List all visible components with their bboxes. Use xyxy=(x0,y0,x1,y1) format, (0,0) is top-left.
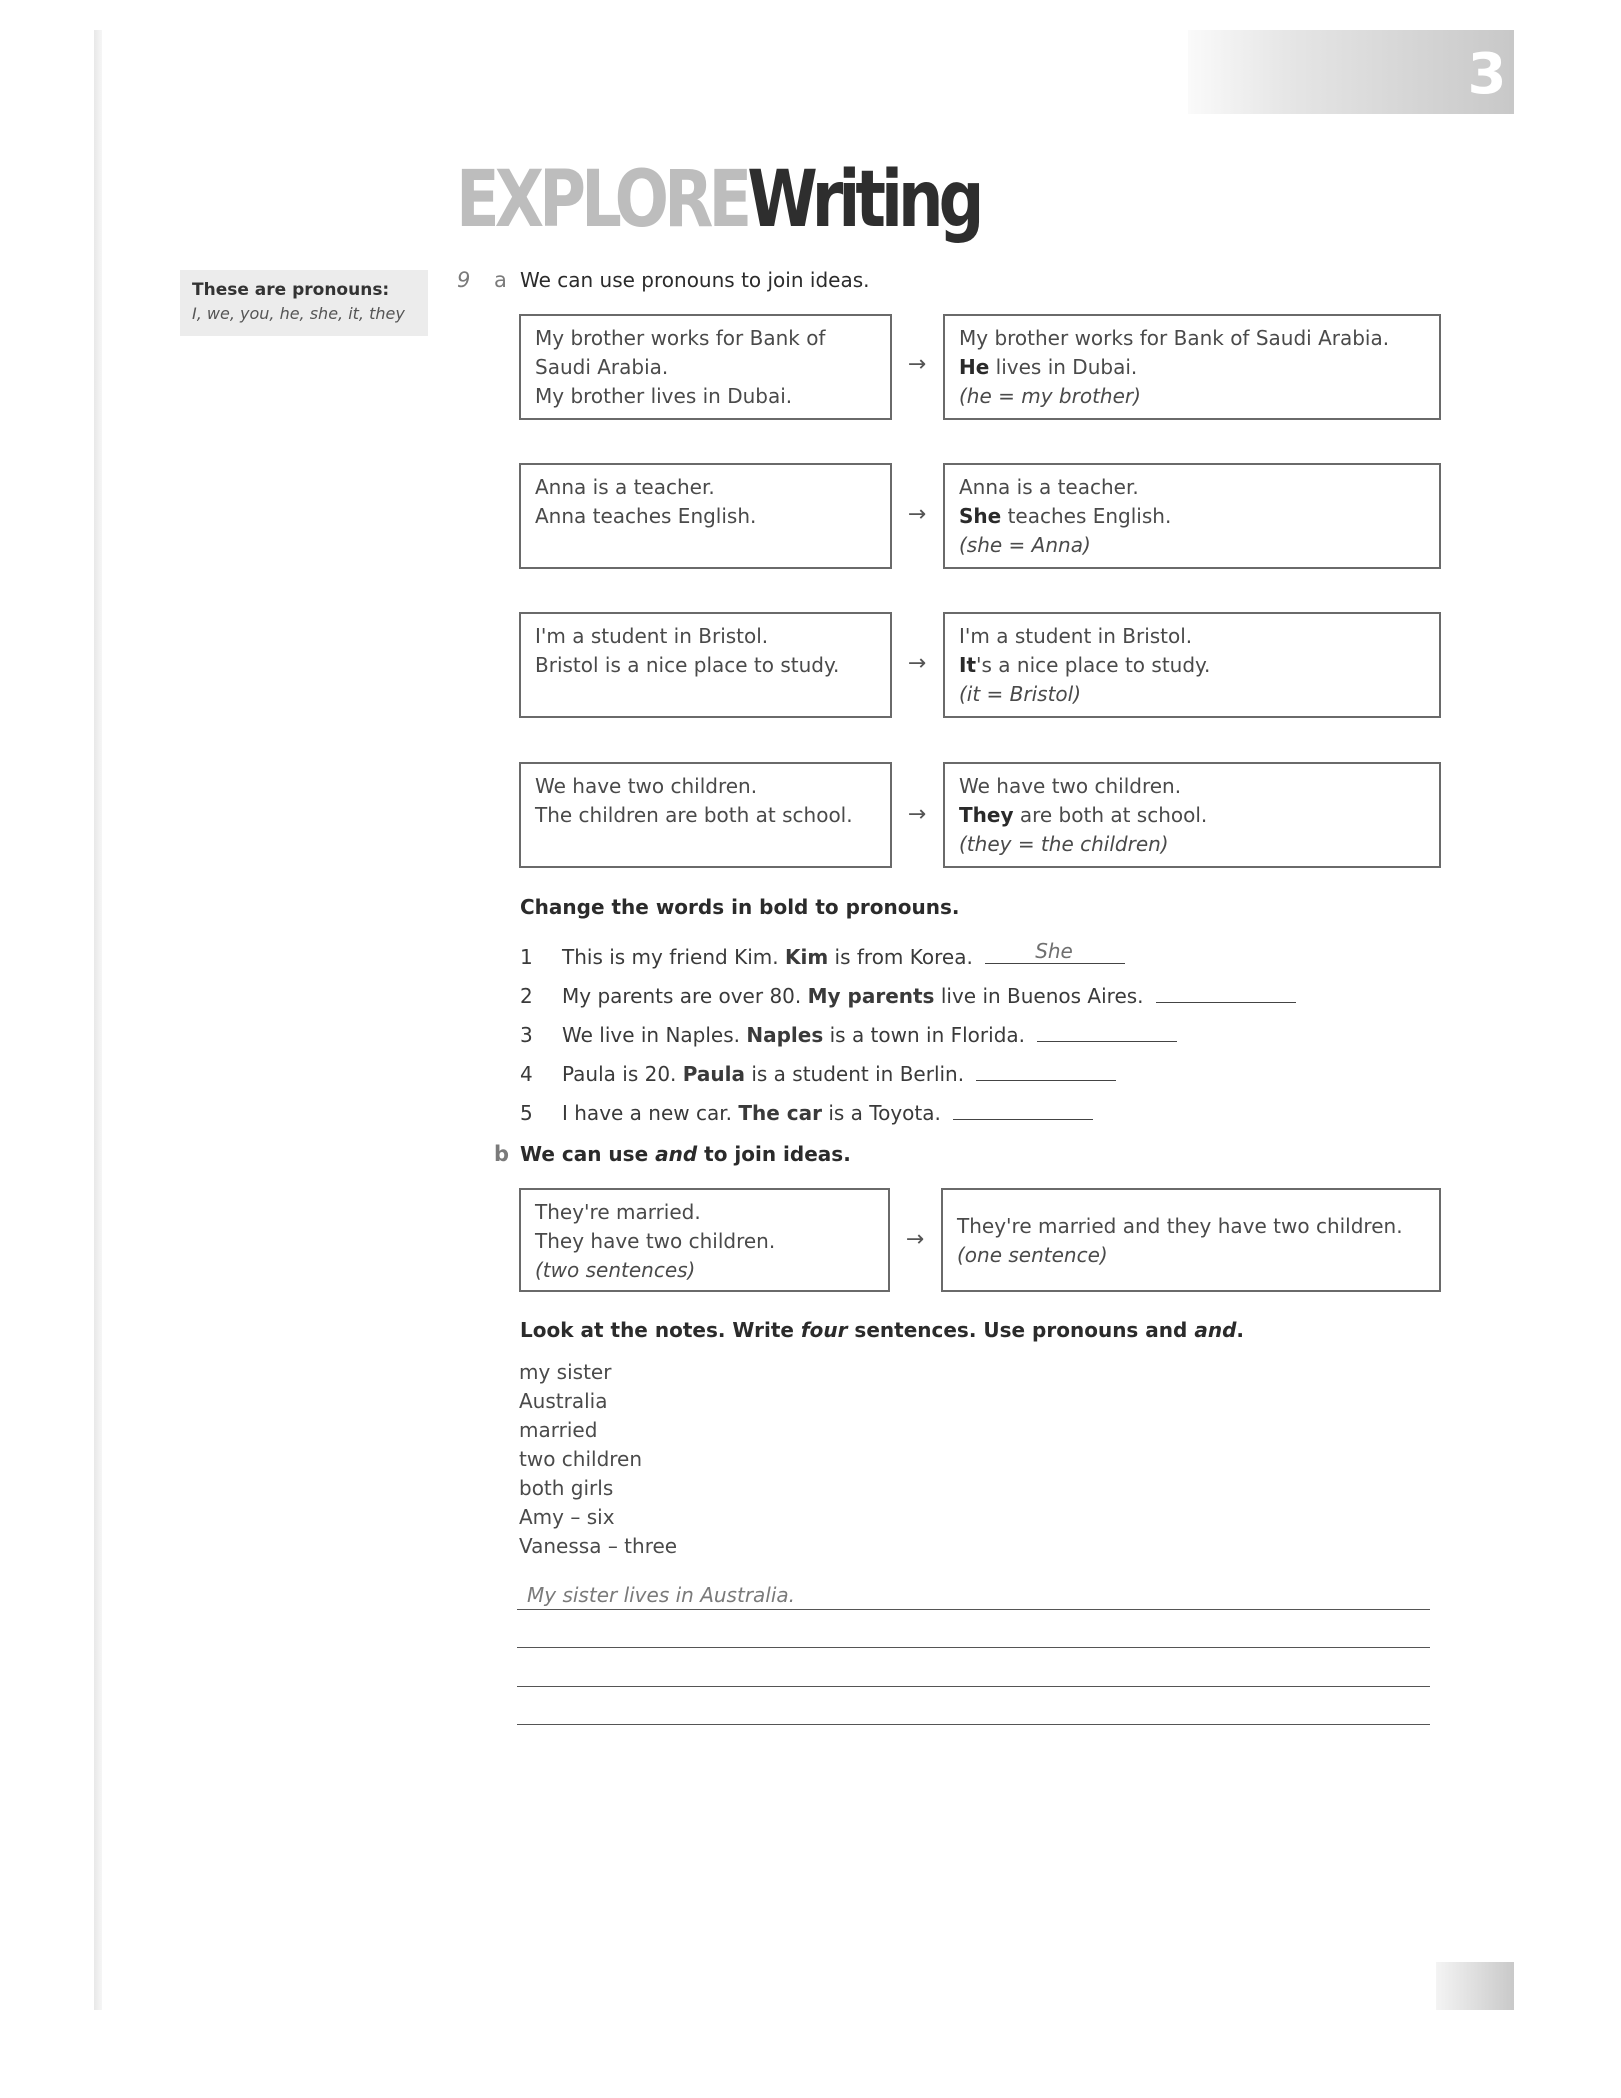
item-text: is a Toyota. xyxy=(821,1101,941,1125)
example-note: (two sentences) xyxy=(535,1258,696,1282)
pronoun-bold: They xyxy=(959,803,1014,827)
example-line: We have two children. xyxy=(535,774,758,798)
example-line: My brother works for Bank of Saudi Arabia. xyxy=(959,326,1390,350)
example-line: They're married and they have two children. xyxy=(957,1214,1403,1238)
example-line: They have two children. xyxy=(535,1229,776,1253)
note-item: my sister xyxy=(519,1360,612,1384)
example-line: They're married. xyxy=(535,1200,701,1224)
list-item xyxy=(520,939,1125,969)
page-edge-shadow xyxy=(94,30,102,2010)
answer-text: She xyxy=(1035,939,1073,963)
example-rest: 's a nice place to study. xyxy=(976,653,1211,677)
item-bold: The car xyxy=(738,1101,822,1125)
example-note: (it = Bristol) xyxy=(959,682,1082,706)
unit-tab xyxy=(1188,30,1514,114)
example-line xyxy=(959,502,1425,531)
answer-blank[interactable] xyxy=(976,1062,1116,1081)
part-a-instruction: Change the words in bold to pronouns. xyxy=(520,895,960,919)
arrow-icon: → xyxy=(907,802,927,827)
writing-line[interactable] xyxy=(517,1583,1430,1610)
item-number: 4 xyxy=(520,1062,533,1086)
example-4-right-box xyxy=(943,762,1441,868)
example-rest: teaches English. xyxy=(1001,504,1172,528)
item-bold: Kim xyxy=(784,945,829,969)
item-bold: My parents xyxy=(807,984,935,1008)
example-line: Bristol is a nice place to study. xyxy=(535,653,840,677)
arrow-icon: → xyxy=(907,651,927,676)
answer-blank[interactable] xyxy=(953,1101,1093,1120)
title-explore: EXPLORE xyxy=(456,155,748,245)
item-number: 1 xyxy=(520,945,533,969)
item-bold: Paula xyxy=(682,1062,745,1086)
list-item xyxy=(520,1023,1177,1047)
example-line: My brother lives in Dubai. xyxy=(535,384,793,408)
example-line: We have two children. xyxy=(959,774,1182,798)
example-1-right-box xyxy=(943,314,1441,420)
example-rest: are both at school. xyxy=(1013,803,1208,827)
example-line: My brother works for Bank of xyxy=(535,326,826,350)
instruction-text: . xyxy=(1236,1318,1244,1342)
example-note: (they = the children) xyxy=(959,832,1169,856)
intro-italic: and xyxy=(655,1142,698,1166)
item-text: is a student in Berlin. xyxy=(744,1062,965,1086)
item-number: 3 xyxy=(520,1023,533,1047)
pronoun-bold: She xyxy=(959,504,1002,528)
example-4-left-box xyxy=(519,762,892,868)
example-line: I'm a student in Bristol. xyxy=(535,624,769,648)
example-line: Anna is a teacher. xyxy=(535,475,715,499)
item-text: Paula is 20. xyxy=(562,1062,683,1086)
answer-text: My sister lives in Australia. xyxy=(527,1583,796,1607)
answer-blank[interactable] xyxy=(985,939,1125,964)
note-item: Amy – six xyxy=(519,1505,615,1529)
item-text: This is my friend Kim. xyxy=(562,945,785,969)
note-item: Vanessa – three xyxy=(519,1534,678,1558)
example-line: Anna teaches English. xyxy=(535,504,757,528)
item-text: live in Buenos Aires. xyxy=(934,984,1144,1008)
item-text: is a town in Florida. xyxy=(823,1023,1025,1047)
instruction-italic: four xyxy=(800,1318,848,1342)
example-2-left-box xyxy=(519,463,892,569)
part-b-letter: b xyxy=(494,1142,510,1166)
part-b-instruction xyxy=(520,1318,1244,1342)
part-b-intro xyxy=(520,1142,851,1166)
example-line: The children are both at school. xyxy=(535,803,853,827)
intro-text: to join ideas. xyxy=(697,1142,851,1166)
writing-line[interactable] xyxy=(517,1724,1430,1725)
note-list: I, we, you, he, she, it, they xyxy=(192,304,405,323)
note-item: Australia xyxy=(519,1389,608,1413)
arrow-icon: → xyxy=(907,352,927,377)
part-a-letter: a xyxy=(494,268,507,292)
example-2-right-box xyxy=(943,463,1441,569)
pronoun-bold: It xyxy=(959,653,977,677)
example-line xyxy=(959,651,1425,680)
example-line xyxy=(959,353,1425,382)
list-item xyxy=(520,1101,1093,1125)
note-item: two children xyxy=(519,1447,643,1471)
example-b-left-box xyxy=(519,1188,890,1292)
example-line: I'm a student in Bristol. xyxy=(959,624,1193,648)
answer-blank[interactable] xyxy=(1037,1023,1177,1042)
note-item: married xyxy=(519,1418,598,1442)
example-line: Saudi Arabia. xyxy=(535,355,669,379)
instruction-italic: and xyxy=(1194,1318,1237,1342)
item-text: My parents are over 80. xyxy=(562,984,808,1008)
example-rest: lives in Dubai. xyxy=(989,355,1138,379)
example-b-right-box xyxy=(941,1188,1441,1292)
example-3-left-box xyxy=(519,612,892,718)
pronoun-bold: He xyxy=(959,355,990,379)
example-note: (one sentence) xyxy=(957,1243,1108,1267)
item-text: is from Korea. xyxy=(828,945,973,969)
part-a-intro: We can use pronouns to join ideas. xyxy=(520,268,870,292)
instruction-text: Look at the notes. Write xyxy=(520,1318,801,1342)
example-line xyxy=(959,801,1425,830)
note-title: These are pronouns: xyxy=(192,280,390,300)
answer-blank[interactable] xyxy=(1156,984,1296,1003)
pronoun-note xyxy=(180,270,428,336)
example-line: Anna is a teacher. xyxy=(959,475,1139,499)
exercise-number: 9 xyxy=(457,268,471,292)
writing-line[interactable] xyxy=(517,1647,1430,1648)
title-writing: Writing xyxy=(747,155,980,245)
item-text: I have a new car. xyxy=(562,1101,739,1125)
list-item xyxy=(520,984,1296,1008)
item-bold: Naples xyxy=(746,1023,824,1047)
list-item xyxy=(520,1062,1116,1086)
example-3-right-box xyxy=(943,612,1441,718)
intro-text: We can use xyxy=(520,1142,656,1166)
example-note: (she = Anna) xyxy=(959,533,1091,557)
item-number: 5 xyxy=(520,1101,533,1125)
example-1-left-box xyxy=(519,314,892,420)
footer-tab xyxy=(1436,1962,1514,2010)
unit-number: 3 xyxy=(1467,42,1507,107)
page-title xyxy=(456,156,980,244)
arrow-icon: → xyxy=(907,502,927,527)
item-number: 2 xyxy=(520,984,533,1008)
note-item: both girls xyxy=(519,1476,614,1500)
arrow-icon: → xyxy=(905,1227,925,1252)
notes-list xyxy=(519,1358,677,1561)
writing-line[interactable] xyxy=(517,1686,1430,1687)
instruction-text: sentences. Use pronouns and xyxy=(847,1318,1195,1342)
item-text: We live in Naples. xyxy=(562,1023,747,1047)
example-note: (he = my brother) xyxy=(959,384,1141,408)
